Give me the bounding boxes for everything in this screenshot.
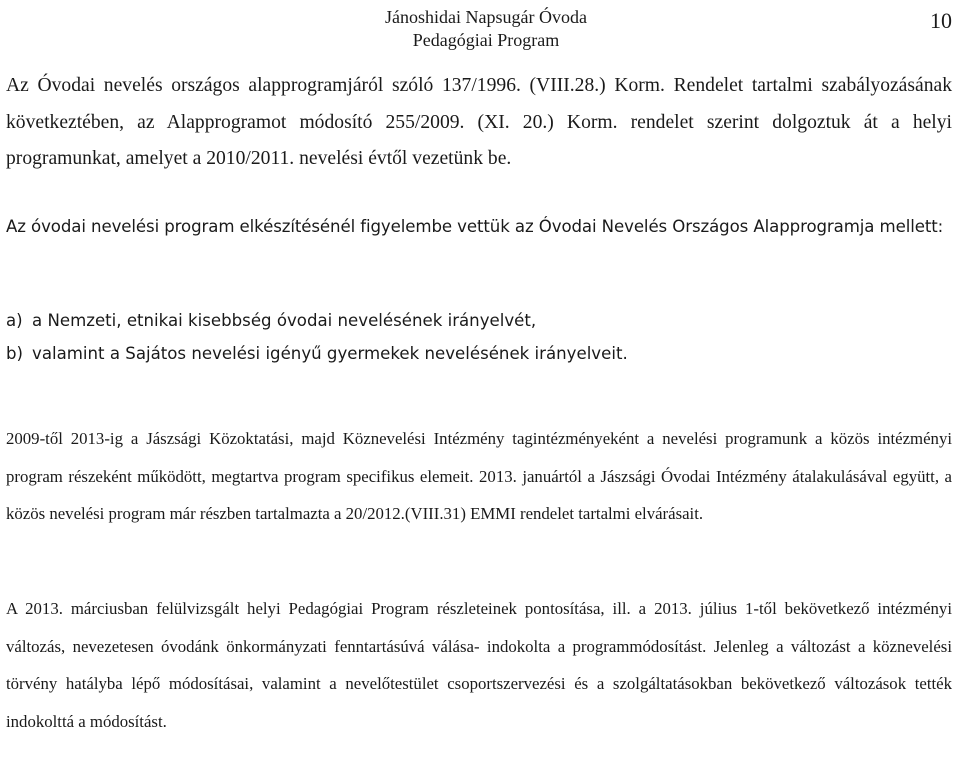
page-number: 10 <box>930 8 952 33</box>
list-item <box>6 304 906 337</box>
paragraph-review: A 2013. márciusban felülvizsgált helyi Pedagógiai Program részleteinek pontosítása, ill. a 2013. július 1-től bekövetkező intézményi változás, nevezetesen óvodánk önkormányzati fenntartásúvá válása- indokolta a programmódosítást. Jelenleg a változást a köznevelési törvény hatályba lépő módosításai, valamint a nevelőtestület csoportszervezési és a szolgáltatásokban bekövetkező változások tették indokolttá a módosítást. <box>6 599 952 731</box>
header-document-title: Pedagógiai Program <box>412 30 560 50</box>
paragraph-intro: Az Óvodai nevelés országos alapprogramjáról szóló 137/1996. (VIII.28.) Korm. Rendelet tartalmi szabályozásának következtében, az Alapprogramot módosító 255/2009. (XI. 20.) Korm. rendelet szerint dolgoztuk át a helyi programunkat, amelyet a 2010/2011. nevelési évtől vezetünk be. <box>6 75 952 169</box>
list-item-text: a Nemzeti, etnikai kisebbség óvodai nevelésének irányelvét, <box>32 311 537 330</box>
paragraph-considered: Az óvodai nevelési program elkészítésénél figyelembe vettük az Óvodai Nevelés Országos Alapprogramja mellett: <box>6 217 944 236</box>
list-item-text: valamint a Sajátos nevelési igényű gyermekek nevelésének irányelveit. <box>32 344 628 363</box>
paragraph-history: 2009-től 2013-ig a Jászsági Közoktatási, majd Köznevelési Intézmény tagintézményeként a nevelési programunk a közös intézményi program részeként működött, megtartva program specifikus elemeit. 2013. januártól a Jászsági Óvodai Intézmény átalakulásával együtt, a közös nevelési program már részben tartalmazta a 20/2012.(VIII.31) EMMI rendelet tartalmi elvárásait. <box>6 429 952 523</box>
list-marker: b) <box>6 344 24 363</box>
guideline-list <box>6 304 906 370</box>
page-header <box>0 5 960 49</box>
list-marker: a) <box>6 311 23 330</box>
header-institution-name: Jánoshidai Napsugár Óvoda <box>385 7 587 27</box>
list-item <box>6 337 906 370</box>
